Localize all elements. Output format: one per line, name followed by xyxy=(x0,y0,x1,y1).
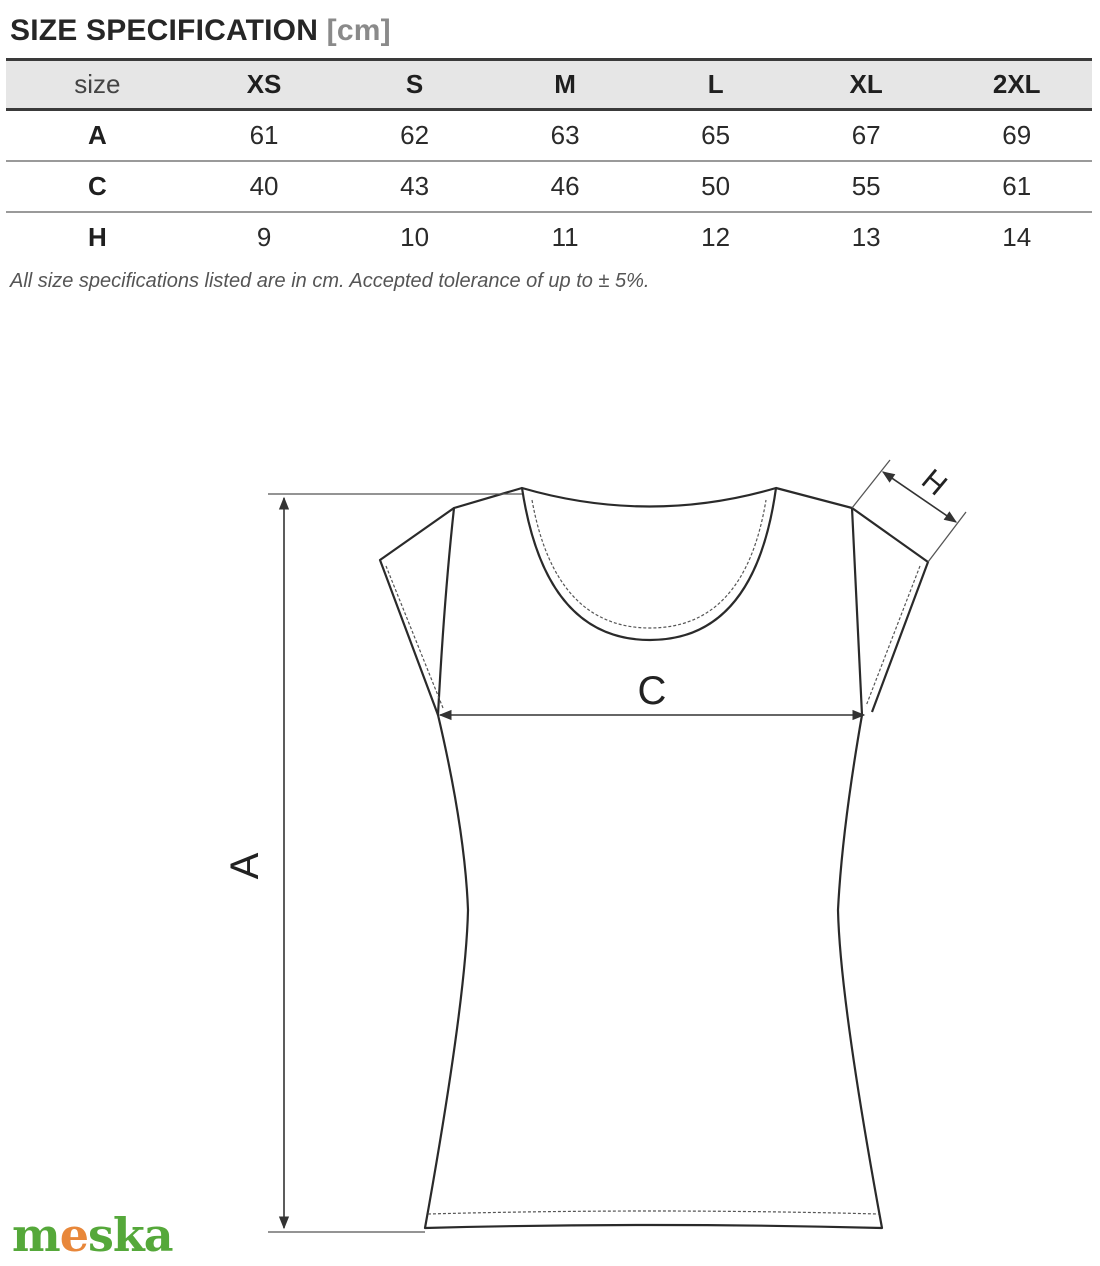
header-l: L xyxy=(707,69,724,99)
table-cell: 46 xyxy=(490,161,641,212)
title-unit: [cm] xyxy=(326,14,391,47)
row-label: C xyxy=(6,161,189,212)
row-label: H xyxy=(88,222,107,252)
tshirt-neckline xyxy=(522,488,776,640)
table-cell: 65 xyxy=(640,110,791,161)
h-extension-right xyxy=(928,512,966,562)
tshirt-right-sleeve xyxy=(852,508,928,712)
label-h: H xyxy=(915,463,954,503)
table-cell: 13 xyxy=(851,222,881,252)
table-cell: 67 xyxy=(791,110,942,161)
header-size: size xyxy=(74,69,121,99)
header-2xl: 2XL xyxy=(992,69,1041,99)
meska-logo xyxy=(12,1208,173,1262)
logo-part1: m xyxy=(12,1208,60,1262)
neck-stitching xyxy=(532,500,766,628)
header-xs: XS xyxy=(246,69,282,99)
tolerance-note: All size specifications listed are in cm. Accepted tolerance of up to ± 5%. xyxy=(10,270,650,292)
tshirt-left-sleeve xyxy=(380,508,454,715)
tshirt-body-outline xyxy=(425,488,882,1228)
table-cell: 55 xyxy=(791,161,942,212)
left-sleeve-stitching xyxy=(386,566,443,708)
table-cell: 10 xyxy=(400,222,430,252)
logo-accent: e xyxy=(59,1208,88,1262)
right-sleeve-stitching xyxy=(866,566,920,706)
hem-stitching xyxy=(428,1211,879,1214)
table-cell: 14 xyxy=(1002,222,1032,252)
logo-part2: ska xyxy=(87,1208,173,1262)
label-c: C xyxy=(637,669,667,713)
table-cell: 61 xyxy=(941,161,1092,212)
table-cell: 43 xyxy=(339,161,490,212)
table-cell: 40 xyxy=(189,161,340,212)
table-cell: 61 xyxy=(189,110,340,161)
table-cell: 9 xyxy=(256,222,272,252)
header-m: M xyxy=(554,69,576,99)
header-s: S xyxy=(405,69,424,99)
table-cell: 69 xyxy=(941,110,1092,161)
h-extension-left xyxy=(852,460,890,508)
table-cell: 63 xyxy=(490,110,641,161)
table-cell: 50 xyxy=(640,161,791,212)
title-main: SIZE SPECIFICATION xyxy=(10,14,319,47)
label-a: A xyxy=(223,852,267,880)
header-xl: XL xyxy=(849,69,883,99)
table-cell: 62 xyxy=(339,110,490,161)
row-label: A xyxy=(6,110,189,161)
table-cell: 11 xyxy=(551,222,579,252)
table-cell: 12 xyxy=(701,222,731,252)
